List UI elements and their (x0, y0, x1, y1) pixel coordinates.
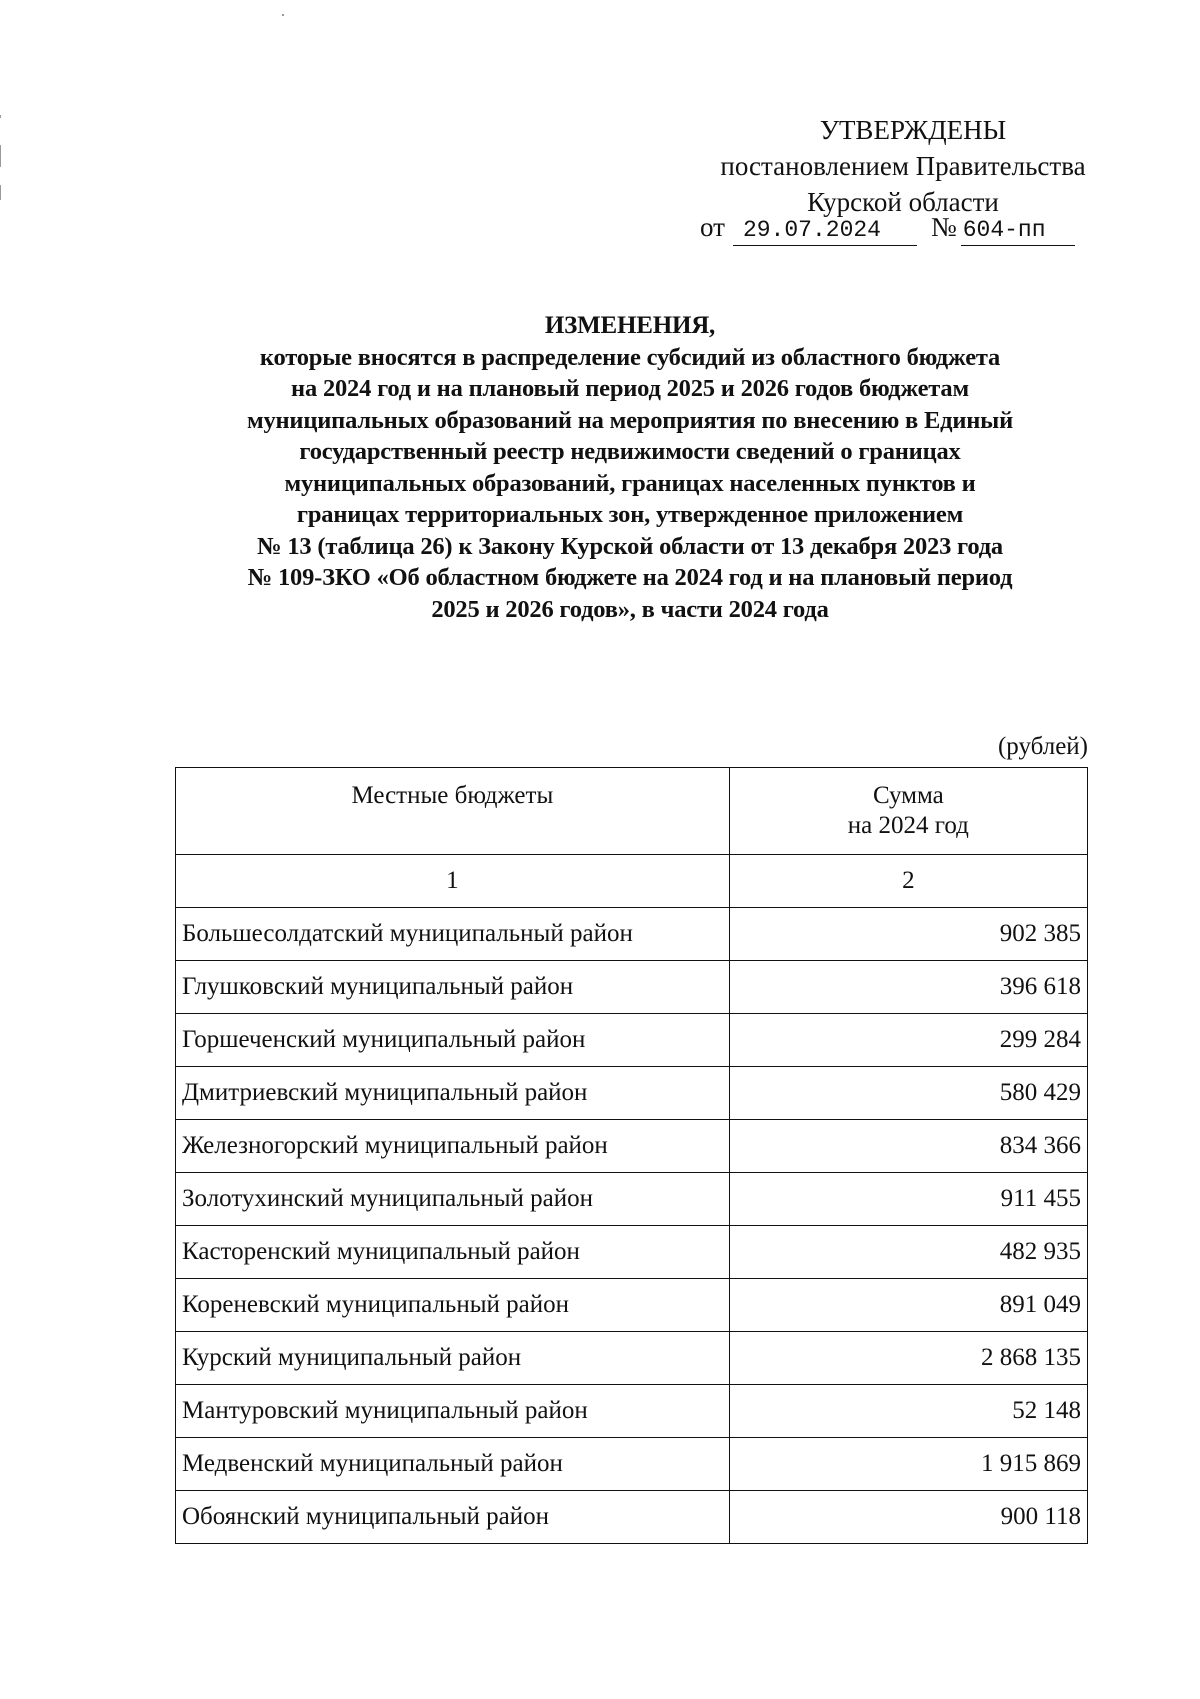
district-name: Медвенский муниципальный район (176, 1438, 730, 1491)
date-prefix: от (700, 212, 725, 242)
heading-line: № 13 (таблица 26) к Закону Курской области от 13 декабря 2023 года (257, 532, 1003, 560)
district-name: Обоянский муниципальный район (176, 1491, 730, 1544)
decree-number: 604-пп (961, 215, 1075, 246)
document-title: ИЗМЕНЕНИЯ, (544, 312, 716, 339)
heading-line: 2025 и 2026 годов», в части 2024 года (431, 595, 829, 623)
column-number-row (176, 855, 1088, 908)
table-row (176, 1120, 1088, 1173)
table-row (176, 1067, 1088, 1120)
district-amount: 900 118 (729, 1491, 1087, 1544)
district-amount: 52 148 (729, 1385, 1087, 1438)
heading-line: на 2024 год и на плановый период 2025 и 2026 годов бюджетам (291, 375, 969, 402)
district-name: Мантуровский муниципальный район (176, 1385, 730, 1438)
table-row (176, 908, 1088, 961)
table-row (176, 1014, 1088, 1067)
district-amount: 2 868 135 (729, 1332, 1087, 1385)
heading-line: которые вносятся в распределение субсидий из областного бюджета (259, 343, 1001, 371)
scan-artifact (0, 185, 1, 200)
approval-authority: постановлением Правительства (720, 151, 1086, 181)
district-amount: 902 385 (729, 908, 1087, 961)
decree-date: 29.07.2024 (733, 215, 917, 246)
district-name: Горшеченский муниципальный район (176, 1014, 730, 1067)
district-name: Железногорский муниципальный район (176, 1120, 730, 1173)
district-name: Курский муниципальный район (176, 1332, 730, 1385)
table-row (176, 1491, 1088, 1544)
district-amount: 911 455 (729, 1173, 1087, 1226)
table-row (176, 1173, 1088, 1226)
district-name: Дмитриевский муниципальный район (176, 1067, 730, 1120)
scan-artifact (0, 115, 1, 118)
amount-header-line2: на 2024 год (847, 812, 969, 839)
table-row (176, 1332, 1088, 1385)
decree-reference (700, 209, 1075, 246)
column-header-local-budgets: Местные бюджеты (176, 768, 730, 855)
column-number: 2 (729, 855, 1087, 908)
approval-region: Курской области (807, 187, 999, 217)
subsidy-table (175, 767, 1088, 1544)
table-row (176, 1385, 1088, 1438)
units-label: (рублей) (997, 733, 1088, 760)
district-amount: 891 049 (729, 1279, 1087, 1332)
district-amount: 834 366 (729, 1120, 1087, 1173)
table-row (176, 961, 1088, 1014)
district-amount: 1 915 869 (729, 1438, 1087, 1491)
column-number: 1 (176, 855, 730, 908)
district-name: Большесолдатский муниципальный район (176, 908, 730, 961)
table-row (176, 1226, 1088, 1279)
number-prefix: № (930, 212, 957, 242)
district-name: Кореневский муниципальный район (176, 1279, 730, 1332)
district-amount: 482 935 (729, 1226, 1087, 1279)
approval-stamp (690, 112, 1110, 220)
heading-line: границах территориальных зон, утвержденное приложением (296, 501, 964, 528)
table-row (176, 1438, 1088, 1491)
district-amount: 299 284 (729, 1014, 1087, 1067)
district-amount: 396 618 (729, 961, 1087, 1014)
district-amount: 580 429 (729, 1067, 1087, 1120)
heading-line: № 109-ЗКО «Об областном бюджете на 2024 год и на плановый период (247, 564, 1013, 591)
heading-line: муниципальных образований, границах населенных пунктов и (284, 469, 976, 497)
column-header-amount (729, 768, 1087, 855)
heading-line: государственный реестр недвижимости сведений о границах (299, 438, 961, 465)
district-name: Глушковский муниципальный район (176, 961, 730, 1014)
table-header-row (176, 768, 1088, 855)
amount-header-line1: Сумма (872, 782, 944, 809)
scan-artifact (282, 14, 284, 16)
table-row (176, 1279, 1088, 1332)
district-name: Золотухинский муниципальный район (176, 1173, 730, 1226)
scan-artifact (0, 145, 1, 167)
heading-line: муниципальных образований на мероприятия по внесению в Единый (246, 406, 1014, 434)
approval-title: УТВЕРЖДЕНЫ (819, 115, 1007, 145)
document-heading (170, 310, 1090, 625)
district-name: Касторенский муниципальный район (176, 1226, 730, 1279)
